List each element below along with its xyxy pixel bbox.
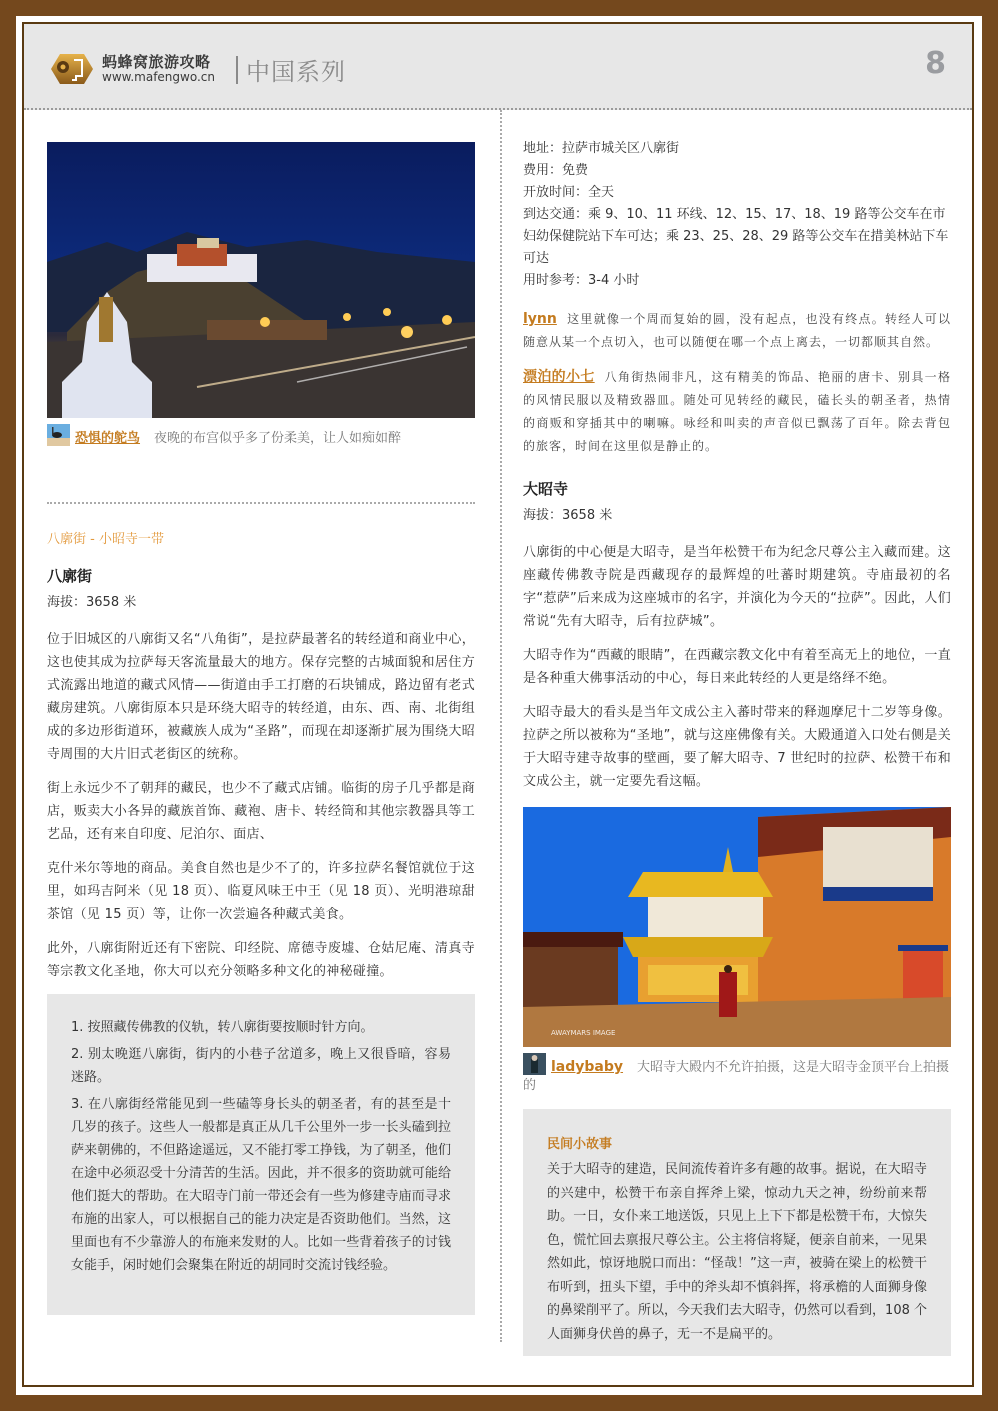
paragraph: 大昭寺作为“西藏的眼睛”，在西藏宗教文化中有着至高无上的地位，一直是各种重大佛事活动的中心，每日来此转经的人更是络绎不绝。 bbox=[523, 648, 951, 686]
caption-text: 夜晚的布宫似乎多了份柔美，让人如痴如醉 bbox=[154, 431, 402, 446]
tip-item: 1. 按照藏传佛教的仪轨，转八廓街要按顺时针方向。 bbox=[71, 1020, 374, 1035]
watermark: AWAYMARS IMAGE bbox=[551, 1029, 616, 1037]
quote-username-link[interactable]: 漂泊的小七 bbox=[523, 369, 595, 385]
page-number: 8 bbox=[925, 46, 946, 81]
section-title: 八廓街 bbox=[47, 567, 93, 585]
info-duration: 用时参考：3-4 小时 bbox=[523, 273, 640, 288]
tip-item: 2. 别太晚逛八廓街，街内的小巷子岔道多，晚上又很昏暗，容易迷路。 bbox=[71, 1047, 451, 1085]
tip-item: 3. 在八廓街经常能见到一些磕等身长头的朝圣者，有的甚至是十几岁的孩子。这些人一般都是真正从几千公里外一步一长头磕到拉萨来朝佛的，不但路途遥远，又不能打零工挣钱，为了朝圣，他们在途中必须忍受十分清苦的生活。因此，并不很多的资助就可能给他们挺大的帮助。在大昭寺门前一带还会有一些为修建寺庙而寻求布施的出家人，可以根据自己的能力决定是否资助他们。当然，这里面也有不少靠游人的布施来发财的人。比如一些背着孩子的讨钱女能手，闲时她们会聚集在附近的胡同时交流讨钱经验。 bbox=[71, 1097, 451, 1273]
jokhang-temple-photo bbox=[523, 807, 951, 1047]
folk-story-box bbox=[523, 1109, 951, 1356]
info-address: 地址：拉萨市城关区八廓街 bbox=[523, 141, 680, 156]
info-hours: 开放时间：全天 bbox=[523, 185, 615, 200]
series-title: 中国系列 bbox=[246, 58, 346, 86]
photo2-caption bbox=[523, 1053, 951, 1095]
paragraph: 街上永远少不了朝拜的藏民，也少不了藏式店铺。临街的房子几乎都是商店，贩卖大小各异的藏族首饰、藏袍、唐卡、转经筒和其他宗教器具等工艺品，还有来自印度、尼泊尔、面店、 bbox=[47, 781, 475, 842]
info-block bbox=[523, 138, 951, 292]
section-tag: 八廓街 - 小昭寺一带 bbox=[47, 532, 164, 547]
logo-url: www.mafengwo.cn bbox=[102, 70, 215, 84]
username-link[interactable]: 恐惧的鸵鸟 bbox=[75, 431, 141, 446]
potala-palace-photo bbox=[47, 142, 475, 418]
paragraph: 八廓街的中心便是大昭寺，是当年松赞干布为纪念尺尊公主入藏而建。这座藏传佛教寺院是西藏现存的最辉煌的吐蕃时期建筑。寺庙最初的名字“惹萨”后来成为这座城市的名字，并演化为今天的“拉萨”。因此，人们常说“先有大昭寺，后有拉萨城”。 bbox=[523, 545, 951, 629]
column-divider bbox=[500, 110, 502, 1342]
info-fee: 费用：免费 bbox=[523, 163, 589, 178]
logo-cn: 蚂蜂窝旅游攻略 bbox=[102, 53, 211, 71]
section-title: 大昭寺 bbox=[523, 480, 569, 498]
paragraph: 克什米尔等地的商品。美食自然也是少不了的，许多拉萨名餐馆就位于这里，如玛吉阿米（见 18 页）、临夏风味王中王（见 18 页）、光明港琼甜茶馆（见 15 页）等，让你一次尝遍各种藏式美食。 bbox=[47, 861, 475, 922]
quote-username-link[interactable]: lynn bbox=[523, 311, 557, 327]
info-transport: 到达交通：乘 9、10、11 环线、12、15、17、18、19 路等公交车在市妇幼保健院站下车可达；乘 23、25、28、29 路等公交车在措美林站下车可达 bbox=[523, 207, 949, 266]
logo-divider bbox=[236, 56, 238, 84]
quote-text: 八角街热闹非凡，这有精美的饰品、艳丽的唐卡、别具一格的风情民服以及精致器皿。随处可见转经的藏民，磕长头的朝圣者，热情的商贩和穿插其中的喇嘛。咏经和叫卖的声音似已飘荡了百年。除去背包的旅客，时间在这里似是静止的。 bbox=[523, 370, 951, 453]
quotes bbox=[523, 308, 951, 458]
caption-text: 大昭寺大殿内不允许拍摄，这是大昭寺金顶平台上拍摄的 bbox=[523, 1060, 950, 1093]
photo1-caption bbox=[47, 424, 475, 448]
jokhang-rooftop-image bbox=[523, 807, 951, 1047]
mafengwo-logo-icon bbox=[50, 52, 94, 86]
story-text: 关于大昭寺的建造，民间流传着许多有趣的故事。据说，在大昭寺的兴建中，松赞干布亲自挥斧上梁，惊动九天之神，纷纷前来帮助。一日，女仆来工地送饭，只见上上下下都是松赞干布，大惊失色，慌忙回去禀报尺尊公主。公主将信将疑，便亲自前来，一见果然如此，惊讶地脱口而出：“怪哉！”这一声，被骑在梁上的松赞干布听到，扭头下望，手中的斧头却不慎斜挥，将承檐的人面狮身像的鼻梁削平了。所以，今天我们去大昭寺，仍然可以看到，108 个人面狮身伏兽的鼻子，无一不是扁平的。 bbox=[547, 1162, 927, 1342]
tips-box bbox=[47, 994, 475, 1315]
altitude: 海拔：3658 米 bbox=[523, 508, 613, 523]
altitude: 海拔：3658 米 bbox=[47, 595, 137, 610]
username-link[interactable]: ladybaby bbox=[551, 1059, 624, 1075]
user-avatar-ostrich[interactable] bbox=[47, 424, 70, 446]
story-title: 民间小故事 bbox=[547, 1137, 613, 1152]
left-column bbox=[47, 110, 475, 1315]
quote-text: 这里就像一个周而复始的圆，没有起点，也没有终点。转经人可以随意从某一个点切入，也可以随便在哪一个点上离去，一切都顺其自然。 bbox=[523, 312, 951, 349]
paragraph: 位于旧城区的八廓街又名“八角街”，是拉萨最著名的转经道和商业中心，这也使其成为拉萨每天客流量最大的地方。保存完整的古城面貌和居住方式流露出地道的藏式风情——街道由手工打磨的石块铺成，路边留有老式藏房建筑。八廓街原本只是环绕大昭寺的转经道，由东、西、南、北街组成的多边形街道环，被藏族人成为“圣路”，而现在却逐渐扩展为围绕大昭寺周围的大片旧式老街区的统称。 bbox=[47, 632, 475, 762]
section-divider bbox=[47, 502, 475, 504]
page-header bbox=[24, 24, 972, 110]
potala-night-image bbox=[47, 142, 475, 418]
right-column bbox=[523, 110, 951, 1356]
user-quote bbox=[523, 366, 951, 458]
user-avatar-ladybaby[interactable] bbox=[523, 1053, 546, 1075]
paragraph: 大昭寺最大的看头是当年文成公主入蕃时带来的释迦摩尼十二岁等身像。拉萨之所以被称为“圣地”，就与这座佛像有关。大殿通道入口处右侧是关于大昭寺建寺故事的壁画，要了解大昭寺、7 世纪时的拉萨、松赞干布和文成公主，就一定要先看这幅。 bbox=[523, 705, 951, 789]
paragraph: 此外，八廓街附近还有下密院、印经院、席德寺废墟、仓姑尼庵、清真寺等宗教文化圣地，你大可以充分领略多种文化的神秘碰撞。 bbox=[47, 941, 475, 979]
logo-text bbox=[102, 54, 215, 84]
user-quote bbox=[523, 308, 951, 354]
